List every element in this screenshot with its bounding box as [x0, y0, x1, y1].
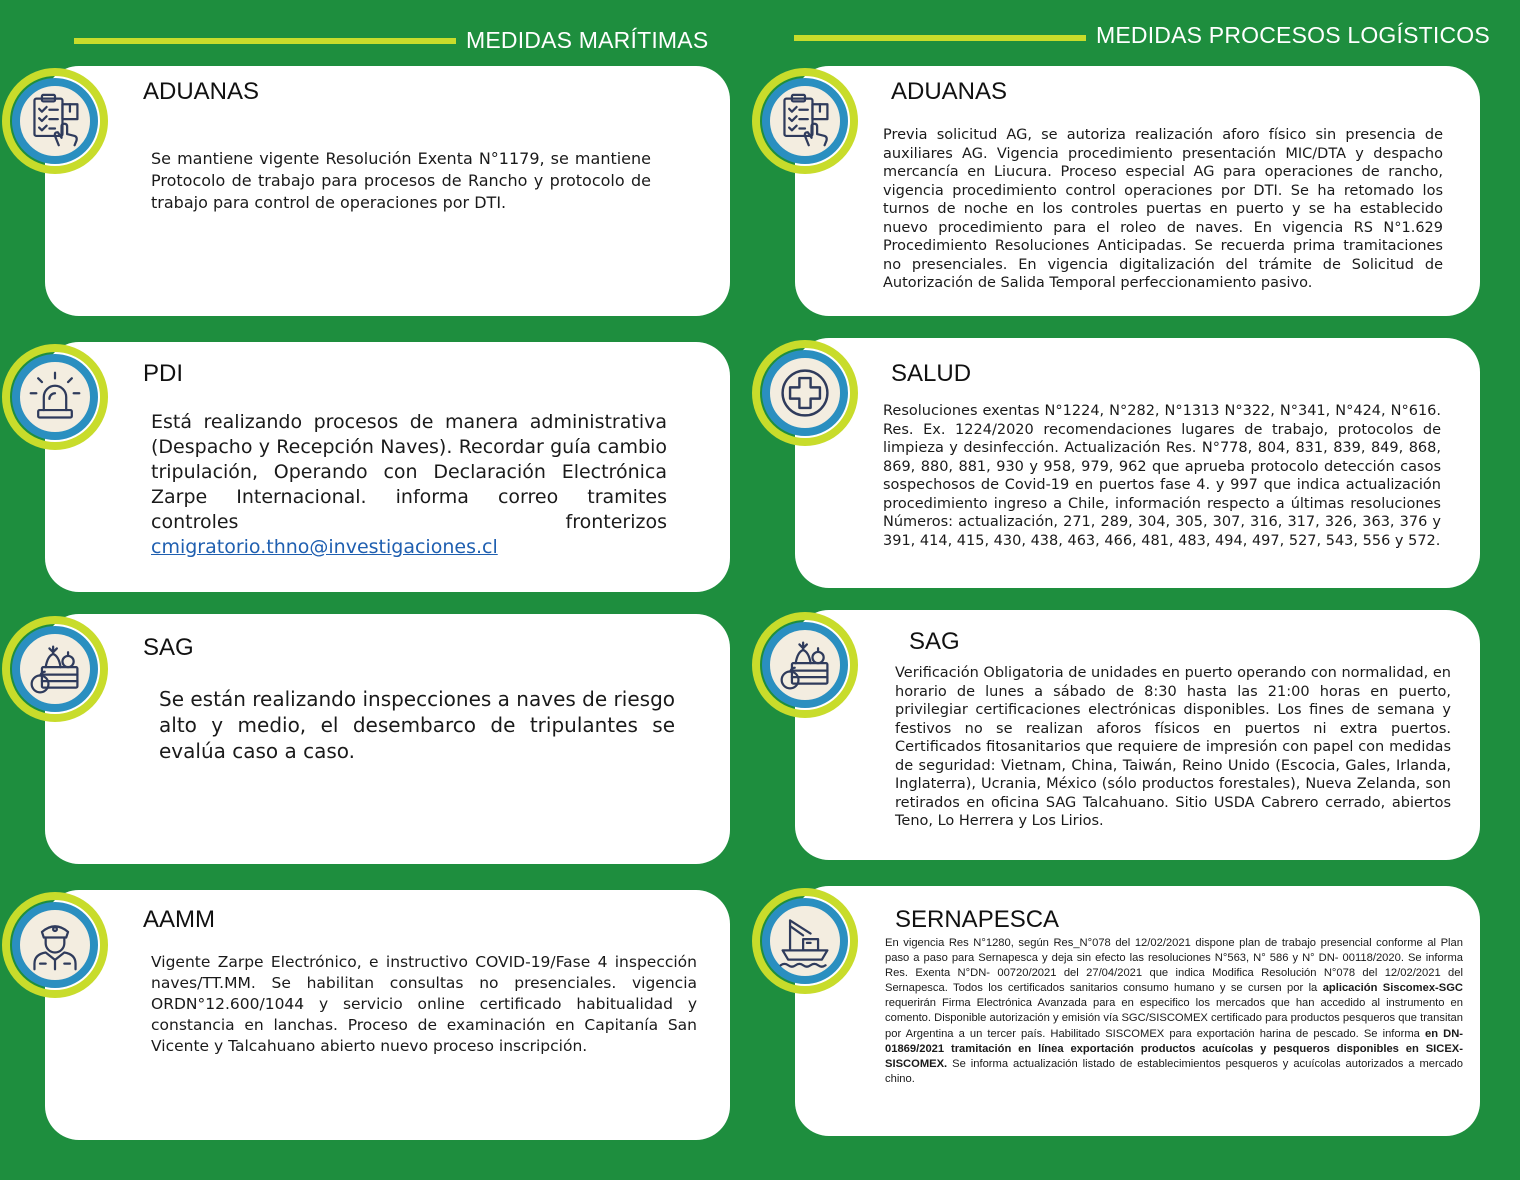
- card-title: SERNAPESCA: [895, 906, 1060, 933]
- header-maritime-title: MEDIDAS MARÍTIMAS: [466, 27, 709, 53]
- header-maritime-bar: [74, 38, 456, 44]
- card-left-pdi: [45, 342, 730, 592]
- checklist-icon: [777, 93, 833, 149]
- naval-officer-icon: [27, 917, 83, 973]
- card-left-sag: [45, 614, 730, 864]
- fishing-boat-icon: [777, 913, 833, 969]
- badge-left-pdi: [2, 344, 108, 450]
- card-text-part-2: requerirán Firma Electrónica Avanzada para en especifico los mercados que han accedido al instrumento en comento. Disponible autorización y emisión vía SGC/SISCOMEX certificado para productos pesqueros que transitan por Argentina a un tercer país. Habilitado SISCOMEX para exportación harina de pescado. Se informa: [885, 997, 1463, 1040]
- header-logistics: [760, 20, 1520, 60]
- badge-right-sernapesca: [752, 888, 858, 994]
- badge-right-aduanas: [752, 68, 858, 174]
- card-title: SAG: [143, 634, 194, 661]
- produce-crate-icon: [27, 641, 83, 697]
- card-text: Vigente Zarpe Electrónico, e instructivo COVID-19/Fase 4 inspección naves/TT.MM. Se habilitan consultas no presenciales. vigencia ORDN°12.600/1044 y servicio online certificado habitualidad y constancia en lanchas. Proceso de examinación en Capitanía San Vicente y Talcahuano abierto nuevo proceso inscripción.: [151, 953, 697, 1055]
- card-text-part-1: En vigencia Res N°1280, según Res_N°078 del 12/02/2021 dispone plan de trabajo presencial conforme al Plan paso a paso para Sernapesca y deja sin efecto las resoluciones N°563, N° 586 y N° DN- 00118/2020. Se informa Res. Exenta N°DN- 00720/2021 del 27/04/2021 que indica Modifica Resolución N°078 del 12/02/2021 del Sernapesca. Todos los certificados sanitarios consumo humano y se cursen por la: [885, 937, 1463, 995]
- badge-left-sag: [2, 616, 108, 722]
- email-link[interactable]: cmigratorio.thno@investigaciones.cl: [151, 536, 498, 558]
- card-text: Verificación Obligatoria de unidades en puerto operando con normalidad, en horario de lunes a sábado de 8:30 hasta las 21:00 horas en puerto, privilegiar certificaciones electrónicas disponibles. Los fines de semana y festivos no se realizan aforos físicos en puertos ni extra puertos. Certificados fitosanitarios que requiere de impresión con papel con medidas de seguridad: Vietnam, China, Taiwán, Reino Unido (Escocia, Gales, Irlanda, Inglaterra), Ucrania, México (sólo productos forestales), Nueva Zelanda, son retirados en oficina SAG Talcahuano. Sitio USDA Cabrero cerrado, abiertos Teno, Lo Herrera y Los Lirios.: [895, 665, 1451, 829]
- card-title: ADUANAS: [891, 78, 1008, 105]
- badge-right-sag: [752, 612, 858, 718]
- card-title: ADUANAS: [143, 78, 260, 105]
- card-text-part-3: Se informa actualización listado de establecimientos pesqueros y acuícolas autorizados a mercado chino.: [885, 1057, 1464, 1085]
- card-text-body: Está realizando procesos de manera administrativa (Despacho y Recepción Naves). Recordar guía cambio tripulación, Operando con Declaración Electrónica Zarpe Internacional. informa correo tramites controles fronterizos: [151, 411, 667, 533]
- card-text-bold-2: en DN-01869/2021 tramitación en línea exportación productos acuícolas y pesqueros disponibles en SICEX-SISCOMEX.: [885, 1027, 1463, 1070]
- header-logistics-title: MEDIDAS PROCESOS LOGÍSTICOS: [1096, 22, 1490, 48]
- card-right-sag: [795, 610, 1480, 860]
- card-text: Resoluciones exentas N°1224, N°282, N°1313 N°322, N°341, N°424, N°616. Res. Ex. 1224/2020 recomendaciones lugares de trabajo, protocolos de limpieza y desinfección. Actualización Res. N°778, 804, 831, 839, 849, 868, 869, 880, 881, 930 y 958, 979, 962 que aprueba protocolo detección casos sospechosos de Covid-19 en puertos fase 4. y 997 que indica actualización procedimiento ingreso a Chile, información respecto a últimas resoluciones Números: actualización, 271, 289, 304, 305, 307, 316, 317, 326, 363, 376 y 391, 414, 415, 430, 438, 463, 466, 481, 483, 494, 497, 527, 543, 556 y 572.: [883, 403, 1441, 549]
- card-title: AAMM: [143, 906, 215, 933]
- card-text: Se mantiene vigente Resolución Exenta N°1179, se mantiene Protocolo de trabajo para procesos de Rancho y protocolo de trabajo para control de operaciones por DTI.: [151, 149, 651, 212]
- card-left-aduanas: [45, 66, 730, 316]
- produce-crate-icon: [777, 637, 833, 693]
- header-logistics-bar: [794, 35, 1086, 41]
- card-text: Previa solicitud AG, se autoriza realización aforo físico sin presencia de auxiliares AG. Vigencia procedimiento presentación MIC/DTA y despacho mercancía en Liucura. Proceso especial AG para operaciones de rancho, vigencia procedimiento control operaciones por DTI. Se ha retomado los turnos de noche en los controles puertas en puerto y se ha establecido nuevo procedimiento para el roleo de naves. En vigencia RS N°1.629 Procedimiento Resoluciones Anticipadas. Se recuerda prima tramitaciones no presenciales. En vigencia digitalización del trámite de Solicitud de Autorización de Salida Temporal perfeccionamiento pasivo.: [883, 127, 1443, 291]
- badge-left-aamm: [2, 892, 108, 998]
- card-text: [151, 410, 667, 560]
- card-right-aduanas: [795, 66, 1480, 316]
- card-right-salud: [795, 338, 1480, 588]
- card-title: SALUD: [891, 360, 972, 387]
- badge-left-aduanas: [2, 68, 108, 174]
- checklist-icon: [27, 93, 83, 149]
- card-left-aamm: [45, 890, 730, 1140]
- card-title: SAG: [909, 628, 960, 655]
- card-text: Se están realizando inspecciones a naves de riesgo alto y medio, el desembarco de tripulantes se evalúa caso a caso.: [159, 687, 675, 763]
- siren-icon: [27, 369, 83, 425]
- card-right-sernapesca: [795, 886, 1480, 1136]
- badge-right-salud: [752, 340, 858, 446]
- card-text: [885, 936, 1463, 1087]
- card-title: PDI: [143, 360, 184, 387]
- header-maritime: [0, 20, 760, 60]
- card-text-bold-1: aplicación Siscomex-SGC: [1322, 982, 1464, 995]
- medical-cross-icon: [777, 365, 833, 421]
